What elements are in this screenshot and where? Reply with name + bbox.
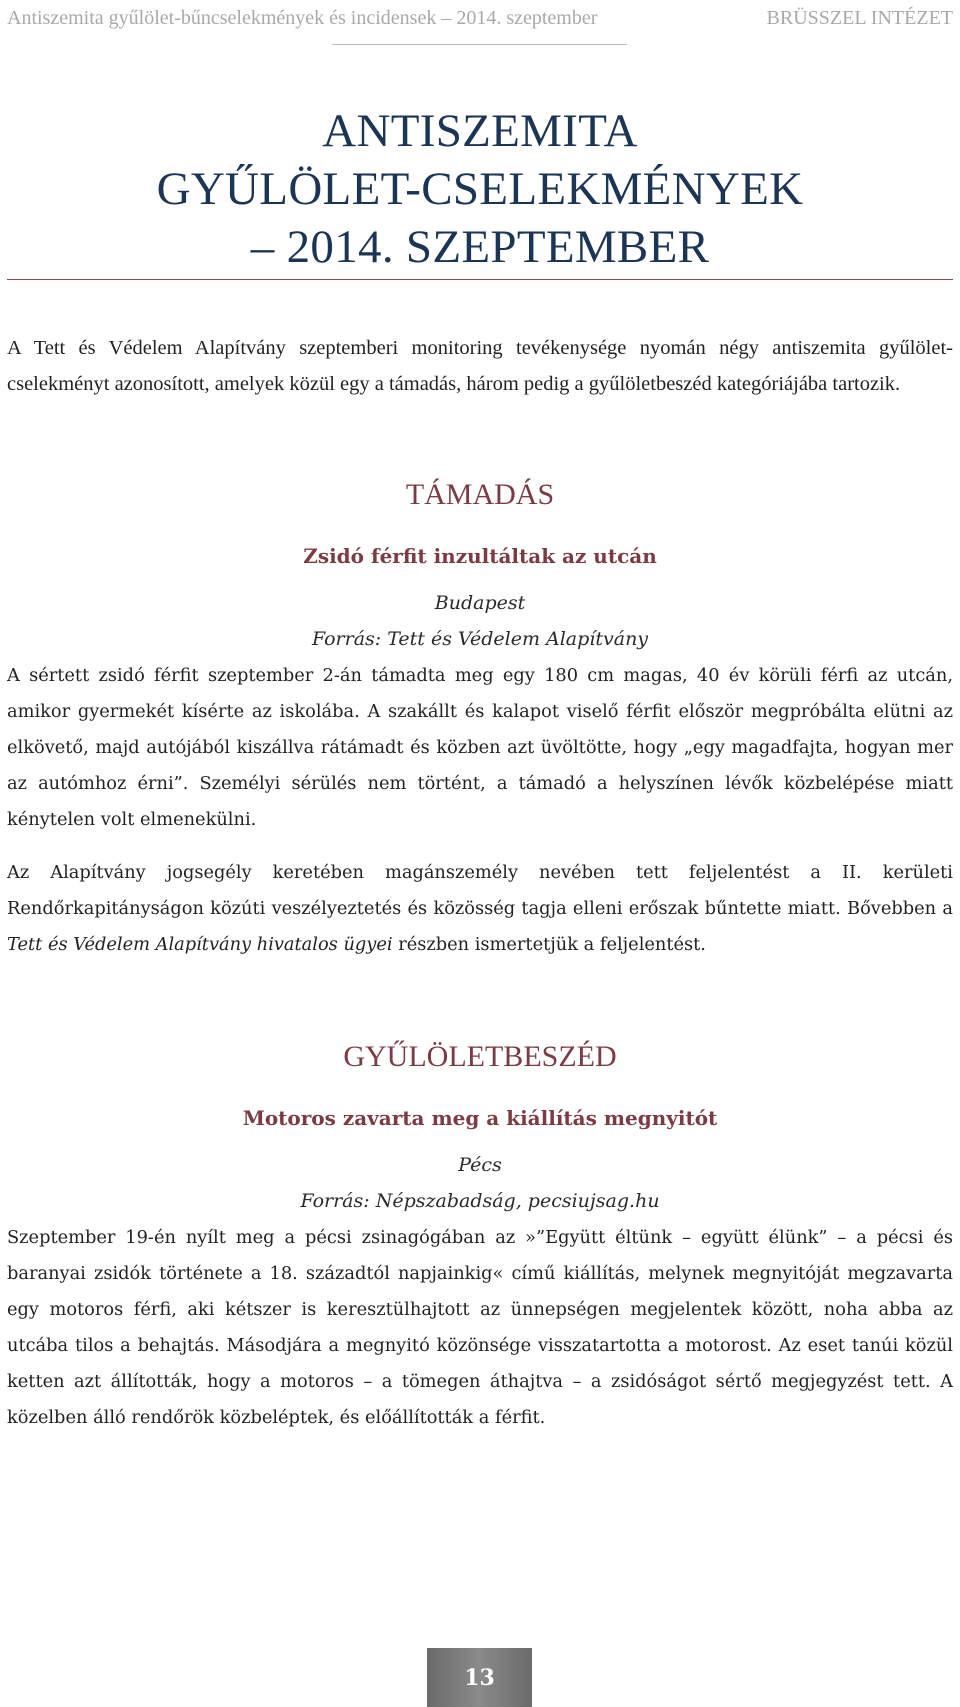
article-title-attack: Zsidó férfit inzultáltak az utcán [303, 544, 657, 568]
running-header [7, 0, 953, 36]
title-line: ANTISZEMITA [322, 105, 638, 157]
intro-paragraph: A Tett és Védelem Alapítvány szeptemberi monitoring tevékenysége nyomán négy antiszemita gyűlölet-cselekményt azonosított, amelyek közül egy a támadás, három pedig a gyűlöletbeszéd kategóriájába tartozik. [7, 337, 953, 395]
article-source: Forrás: Tett és Védelem Alapítvány [311, 628, 649, 650]
article-paragraph: A sértett zsidó férfit szeptember 2-án támadta meg egy 180 cm magas, 40 év körüli férfi az utcán, amikor gyermekét kísérte az iskolába. A szakállt és kalapot viselő férfit először megpróbálta elütni az elkövető, majd autójából kiszállva rátámadt és közben azt üvöltötte, hogy „egy magadfajta, hogyan mer az autómhoz érni”. Személyi sérülés nem történt, a támadó a helyszínen lévők közbelépése miatt kénytelen volt elmenekülni. [7, 665, 953, 830]
article-title-hate-speech: Motoros zavarta meg a kiállítás megnyitót [242, 1106, 718, 1130]
section-heading-attack: TÁMADÁS [405, 478, 555, 511]
header-institute-name: BRÜSSZEL INTÉZET [766, 6, 953, 29]
header-document-title: Antiszemita gyűlölet-bűncselekmények és incidensek – 2014. szeptember [7, 6, 598, 29]
header-divider [332, 44, 627, 45]
paragraph-text: Az Alapítvány jogsegély keretében magánszemély nevében tett feljelentést a II. kerületi Rendőrkapitányságon közúti veszélyeztetés és közösség tagja elleni erőszak bűntette miatt. Bővebben a [7, 862, 953, 919]
title-divider [7, 279, 953, 280]
page-title [0, 102, 960, 276]
article-paragraph: Szeptember 19-én nyílt meg a pécsi zsinagógában az »”Együtt éltünk – együtt élünk” – a pécsi és baranyai zsidók története a 18. századtól napjainkig« című kiállítás, melynek megnyitóját megzavarta egy motoros férfi, aki kétszer is keresztülhajtott az ünnepségen megjelentek között, noha abba az utcába tilos a behajtás. Másodjára a megnyitó közönsége visszatartotta a motorost. Az eset tanúi közül ketten azt állították, hogy a motoros – a tömegen áthajtva – a zsidóságot sértő megjegyzést tett. A közelben álló rendőrök közbeléptek, és előállították a férfit. [7, 1227, 953, 1428]
article-source: Forrás: Népszabadság, pecsiujsag.hu [300, 1190, 660, 1212]
article-location: Pécs [458, 1154, 502, 1176]
title-line: GYŰLÖLET-CSELEKMÉNYEK [156, 163, 804, 215]
title-line: – 2014. SZEPTEMBER [250, 221, 710, 273]
article-paragraph [7, 855, 953, 963]
page-number: 13 [464, 1664, 495, 1691]
article-location: Budapest [434, 592, 526, 614]
emphasized-reference: Tett és Védelem Alapítvány hivatalos ügyei [7, 934, 393, 955]
page-number-tab [427, 1648, 532, 1707]
paragraph-text: részben ismertetjük a feljelentést. [392, 934, 706, 955]
section-heading-hate-speech: GYŰLÖLETBESZÉD [343, 1040, 617, 1073]
